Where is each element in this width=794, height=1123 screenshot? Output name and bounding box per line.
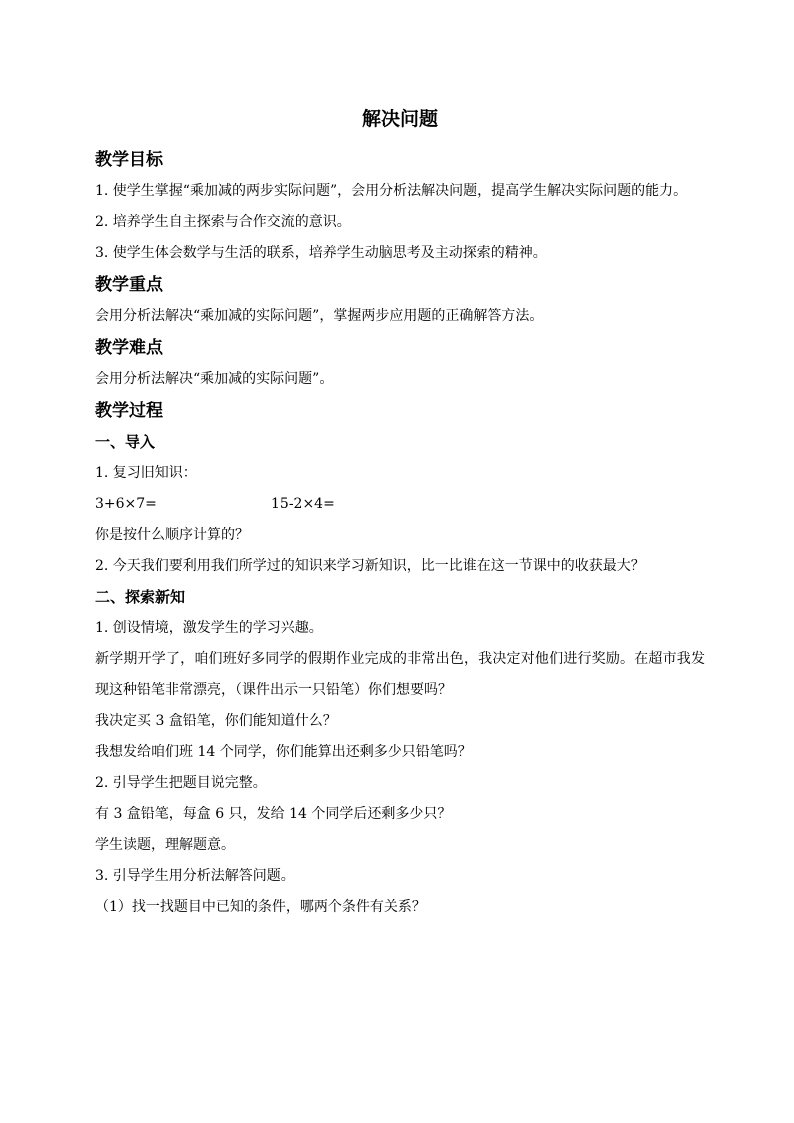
explore-line-1: 1. 创设情境，激发学生的学习兴趣。	[95, 620, 323, 636]
goal-item-1: 1. 使学生掌握“乘加减的两步实际问题”，会用分析法解决问题，提高学生解决实际问题的能力。	[95, 183, 688, 199]
expression-a: 3+6×7=	[95, 496, 157, 512]
transition-line: 2. 今天我们要利用我们所学过的知识来学习新知识，比一比谁在这一节课中的收获最大？	[95, 558, 645, 574]
difficulty-text: 会用分析法解决“乘加减的实际问题”。	[95, 371, 334, 387]
explore-line-2: 新学期开学了，咱们班好多同学的假期作业完成的非常出色，我决定对他们进行奖励。在超市我发现这种铅笔非常漂亮，（课件出示一只铅笔）你们想要吗？	[95, 651, 705, 698]
document-body	[95, 104, 705, 923]
focus-text: 会用分析法解决“乘加减的实际问题”，掌握两步应用题的正确解答方法。	[95, 308, 544, 324]
explore-line-4: 我想发给咱们班 14 个同学，你们能算出还剩多少只铅笔吗？	[95, 744, 472, 760]
difficulty-heading: 教学难点	[95, 338, 163, 358]
explore-heading: 二、探索新知	[95, 588, 186, 606]
explore-line-8: 3. 引导学生用分析法解答问题。	[95, 868, 295, 884]
expression-b: 15-2×4=	[271, 496, 335, 512]
explore-line-5: 2. 引导学生把题目说完整。	[95, 775, 267, 791]
intro-heading: 一、导入	[95, 433, 156, 451]
goals-heading: 教学目标	[95, 150, 163, 170]
review-expressions	[95, 489, 705, 520]
goal-item-3: 3. 使学生体会数学与生活的联系，培养学生动脑思考及主动探索的精神。	[95, 245, 547, 261]
explore-line-3: 我决定买 3 盒铅笔，你们能知道什么？	[95, 713, 337, 729]
review-line: 1. 复习旧知识：	[95, 465, 197, 481]
explore-line-9: （1）找一找题目中已知的条件，哪两个条件有关系？	[95, 899, 426, 915]
order-question: 你是按什么顺序计算的？	[95, 527, 249, 543]
document-title: 解决问题	[361, 108, 438, 130]
focus-heading: 教学重点	[95, 275, 163, 295]
explore-line-6: 有 3 盒铅笔，每盒 6 只，发给 14 个同学后还剩多少只？	[95, 806, 452, 822]
process-heading: 教学过程	[95, 401, 163, 421]
explore-line-7: 学生读题，理解题意。	[95, 837, 235, 853]
goal-item-2: 2. 培养学生自主探索与合作交流的意识。	[95, 214, 351, 230]
